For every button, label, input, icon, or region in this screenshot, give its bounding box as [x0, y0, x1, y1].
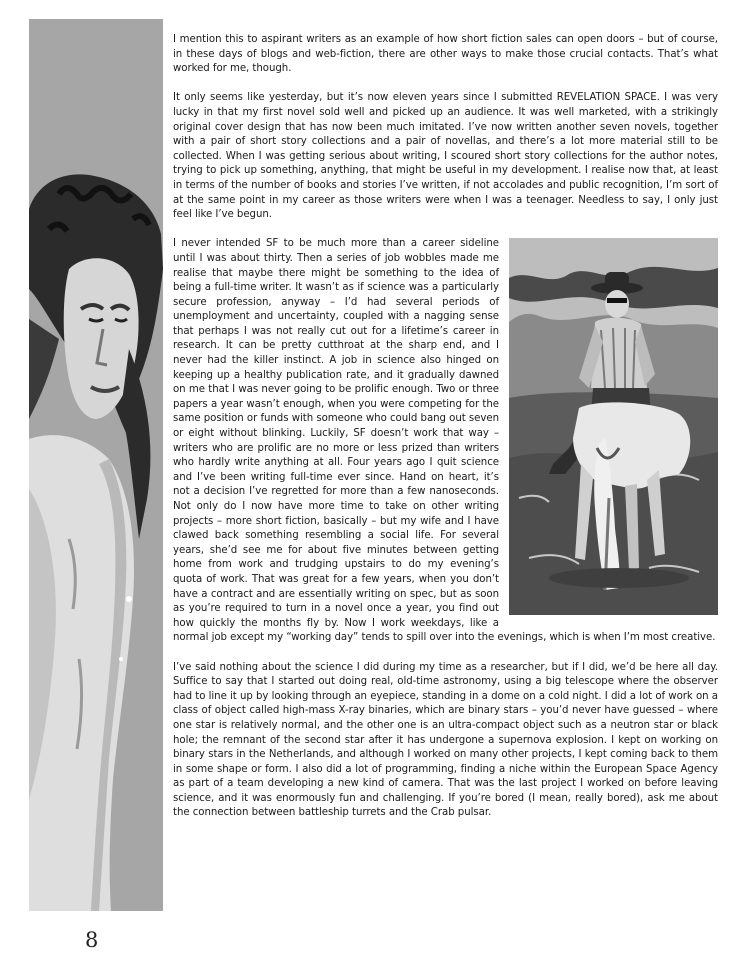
paragraph-intro: I mention this to aspirant writers as an example of how short fiction sales can open doors – but of course, in these days of blogs and web-fiction, there are other ways to make those crucial contacts. That’s what worked for me, though. — [173, 34, 718, 75]
decorative-portrait-strip — [29, 19, 163, 911]
page-number: 8 — [85, 928, 99, 952]
author-on-horse-photo — [509, 238, 718, 615]
paragraph-science: I’ve said nothing about the science I did during my time as a researcher, but if I did, we’d be here all day. Suffice to say that I started out doing real, old-time astronomy, using a big telescope where the observer had to line it up by looking through an eyepiece, standing in a dome on a cold night. I did a lot of work on a class of object called high-mass X-ray binaries, which are binary stars – you’d never have guessed – where one star is relatively normal, and the other one is an ultra-compact object such as a neutron star or black hole; the remnant of the second star after it has undergone a supernova explosion. I kept on working on binary stars in the Netherlands, and although I worked on many other projects, I kept coming back to them in some shape or form. I also did a lot of programming, finding a niche within the European Space Agency as part of a team developing a new kind of camera. That was the last project I worked on before leaving science, and it was enormously fun and challenging. If you’re bored (I mean, really bored), ask me about the connection between battleship turrets and the Crab pulsar. — [173, 661, 718, 819]
horse-rider-illustration — [509, 238, 718, 615]
paragraph-career: I never intended SF to be much more than a career sideline until I was about thirty. Then a series of job wobbles made me realise that maybe there might be something to the idea of being a full-time writer. It wasn’t as if science was a particularly secure profession, anyway – I’d had several periods of unemployment and uncertainty, coupled with a nagging sense that perhaps I was not really cut out for a lifetime’s career in research. It can be pretty cutthroat at the sharp end, and I never had the killer instinct. A job in science also hinged on keeping up a healthy publication rate, and it gradually dawned on me that I was never going to be prolific enough. Two or three papers a year wasn’t enough, when you were competing for the same position or funds with someone who could bang out seven or eight without blinking. Luckily, SF doesn’t work that way – writers who are prolific are no more or less prized than writers who hardly write anything at all. Four years ago I quit science and I’ve been writing full-time ever since. Hand on heart, it’s not a decision I’ve regretted for more than a few nanoseconds. Not only do I now have more time to take on other writing projects – more short fiction, basically – but my wife and I have clawed back something resembling a social life. For several years, she’d see me for about five minutes between getting home from work and trudging upstairs to do my evening’s quota of work. That was great for a few years, when you don’t have a contract and are essentially writing on spec, but as soon as you’re required to turn in a novel once a year, you find out how quickly the months fly by. Now I work weekdays, like a normal job except my “working day” tends to spill over into the evenings, which is when I’m most creative. — [173, 238, 716, 644]
paragraph-revelation-space: It only seems like yesterday, but it’s now eleven years since I submitted REVELATION SPACE. I was very lucky in that my first novel sold well and picked up an audience. It was well marketed, with a strikingly original cover design that has now been much imitated. I’ve now written another seven novels, together with a pair of short story collections and a pair of novellas, and there’s a lot more material still to be collected. When I was getting serious about writing, I scoured short story collections for the author notes, trying to pick up something, anything, that might be useful in my development. I realise now that, at least in terms of the number of books and stories I’ve written, if not accolades and public recognition, I’m sort of at the same point in my career as those writers were when I was a teenager. Needless to say, I only just feel like I’ve begun. — [173, 92, 718, 221]
portrait-illustration — [29, 19, 163, 911]
article-body — [173, 33, 718, 836]
